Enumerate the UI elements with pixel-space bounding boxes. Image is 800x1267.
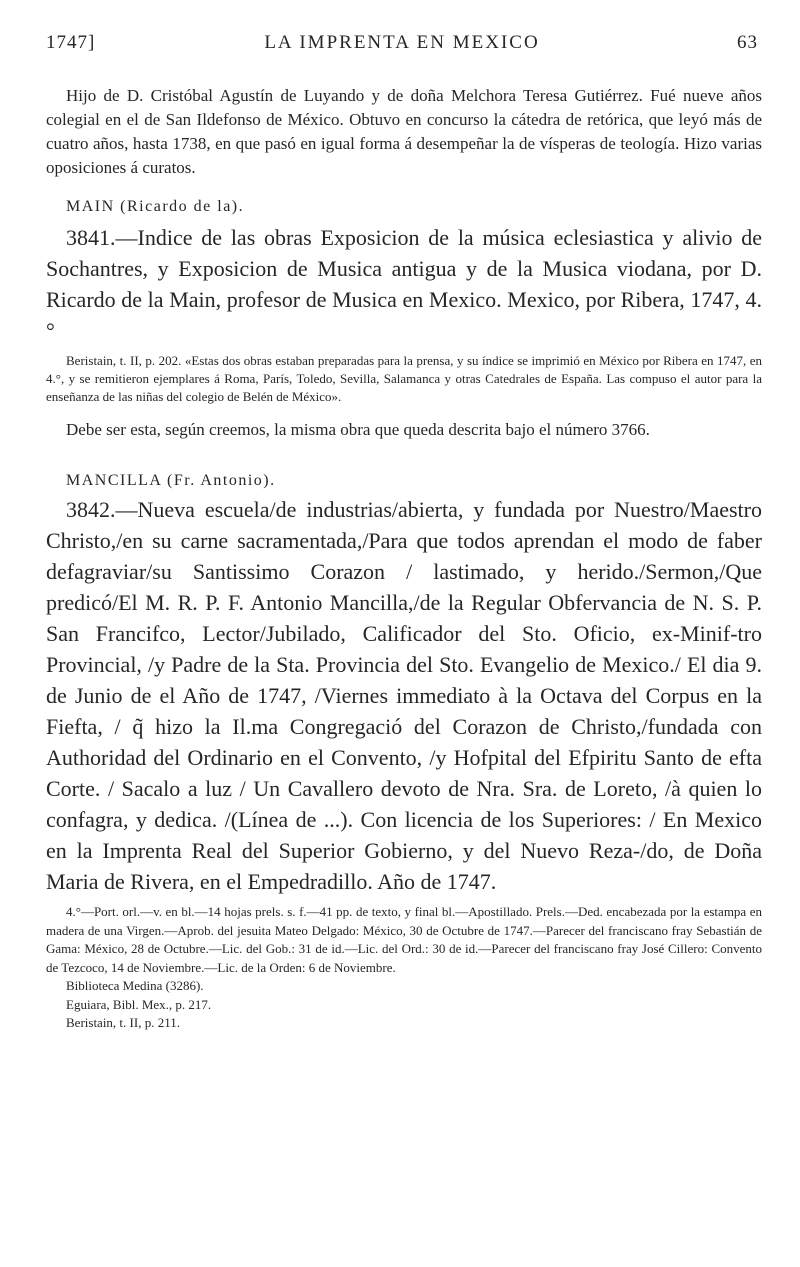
page-body bbox=[46, 84, 762, 1033]
entry-3842-ref: Eguiara, Bibl. Mex., p. 217. bbox=[66, 996, 212, 1012]
entry-3842-collation: 4.°—Port. orl.—v. en bl.—14 hojas prels. s. f.—41 pp. de texto, y final bl.—Apostillado. Prels.—Ded. encabezada por la estampa en madera de una Virgen.—Aprob. del jesuita Mateo Delgado: México, 30 de Octubre de 1747.—Parecer del franciscano fray Sebastián de Gama: México, 28 de Octubre.—Lic. del Gob.: 31 de id.—Lic. del Ord.: 30 de id.—Parecer del franciscano fray José Cillero: Convento de Tezcoco, 14 de Noviembre.—Lic. de la Orden: 6 de Noviembre. bbox=[46, 904, 762, 975]
entry-3842-ref: Beristain, t. II, p. 211. bbox=[66, 1015, 180, 1030]
running-header bbox=[46, 32, 758, 62]
page-number: 63 bbox=[737, 32, 758, 53]
entry-3841-note: Beristain, t. II, p. 202. «Estas dos obras estaban preparadas para la prensa, y su índice se imprimió en México por Ribera en 1747, en 4.°, y se remitieron ejemplares á Roma, París, Toledo, Sevilla, Salamanca y otras Catedrales de España. Las compuso el autor para la enseñanza de las niñas del colegio de Belén de México». bbox=[46, 353, 762, 404]
entry-3841-author: MAIN (Ricardo de la). bbox=[66, 198, 245, 215]
header-year: 1747] bbox=[46, 32, 96, 53]
entry-3842-library: Biblioteca Medina (3286). bbox=[66, 978, 204, 993]
entry-3842-title: 3842.—Nueva escuela/de industrias/abierta, y fundada por Nuestro/Maestro Christo,/en su carne sacramentada,/Para que todos aprendan el modo de faber defagraviar/su Santissimo Corazon / lastimado, y herido./Sermon,/Que predicó/El M. R. P. F. Antonio Mancilla,/de la Regular Obfervancia de N. S. P. San Francifco, Lector/Jubilado, Calificador del Sto. Oficio, ex-Minif-tro Provincial, /y Padre de la Sta. Provincia del Sto. Evangelio de Mexico./ El dia 9. de Junio de el Año de 1747, /Viernes immediato à la Octava del Corpus en la Fiefta, / q̃ hizo la Il.ma Congregació del Corazon de Christo,/fundada con Authoridad del Ordinario en el Convento, /y Hofpital del Efpiritu Santo de efta Corte. / Sacalo a luz / Un Cavallero devoto de Nra. Sra. de Loreto, /à quien lo confagra, y dedica. /(Línea de ...). Con licencia de los Superiores: / En Mexico en la Imprenta Real del Superior Gobierno, y del Nuevo Reza-/do, de Doña Maria de Rivera, en el Empedradillo. Año de 1747. bbox=[46, 497, 762, 894]
entry-3841-title: 3841.—Indice de las obras Exposicion de la música eclesiastica y alivio de Sochantres, y Exposicion de Musica antigua y de la Musica viodana, por D. Ricardo de la Main, profesor de Musica en Mexico. Mexico, por Ribera, 1747, 4.° bbox=[46, 225, 762, 343]
entry-3842-author: MANCILLA (Fr. Antonio). bbox=[66, 472, 276, 489]
intro-paragraph: Hijo de D. Cristóbal Agustín de Luyando y de doña Melchora Teresa Gutiérrez. Fué nueve años colegial en el de San Ildefonso de México. Obtuvo en concurso la cátedra de retórica, que leyó más de cuatro años, hasta 1738, en que pasó en igual forma á desempeñar la de vísperas de teología. Hizo varias oposiciones á curatos. bbox=[46, 86, 762, 177]
entry-3841-remark: Debe ser esta, según creemos, la misma obra que queda descrita bajo el número 3766. bbox=[66, 420, 650, 439]
running-title: LA IMPRENTA EN MEXICO bbox=[264, 32, 540, 53]
